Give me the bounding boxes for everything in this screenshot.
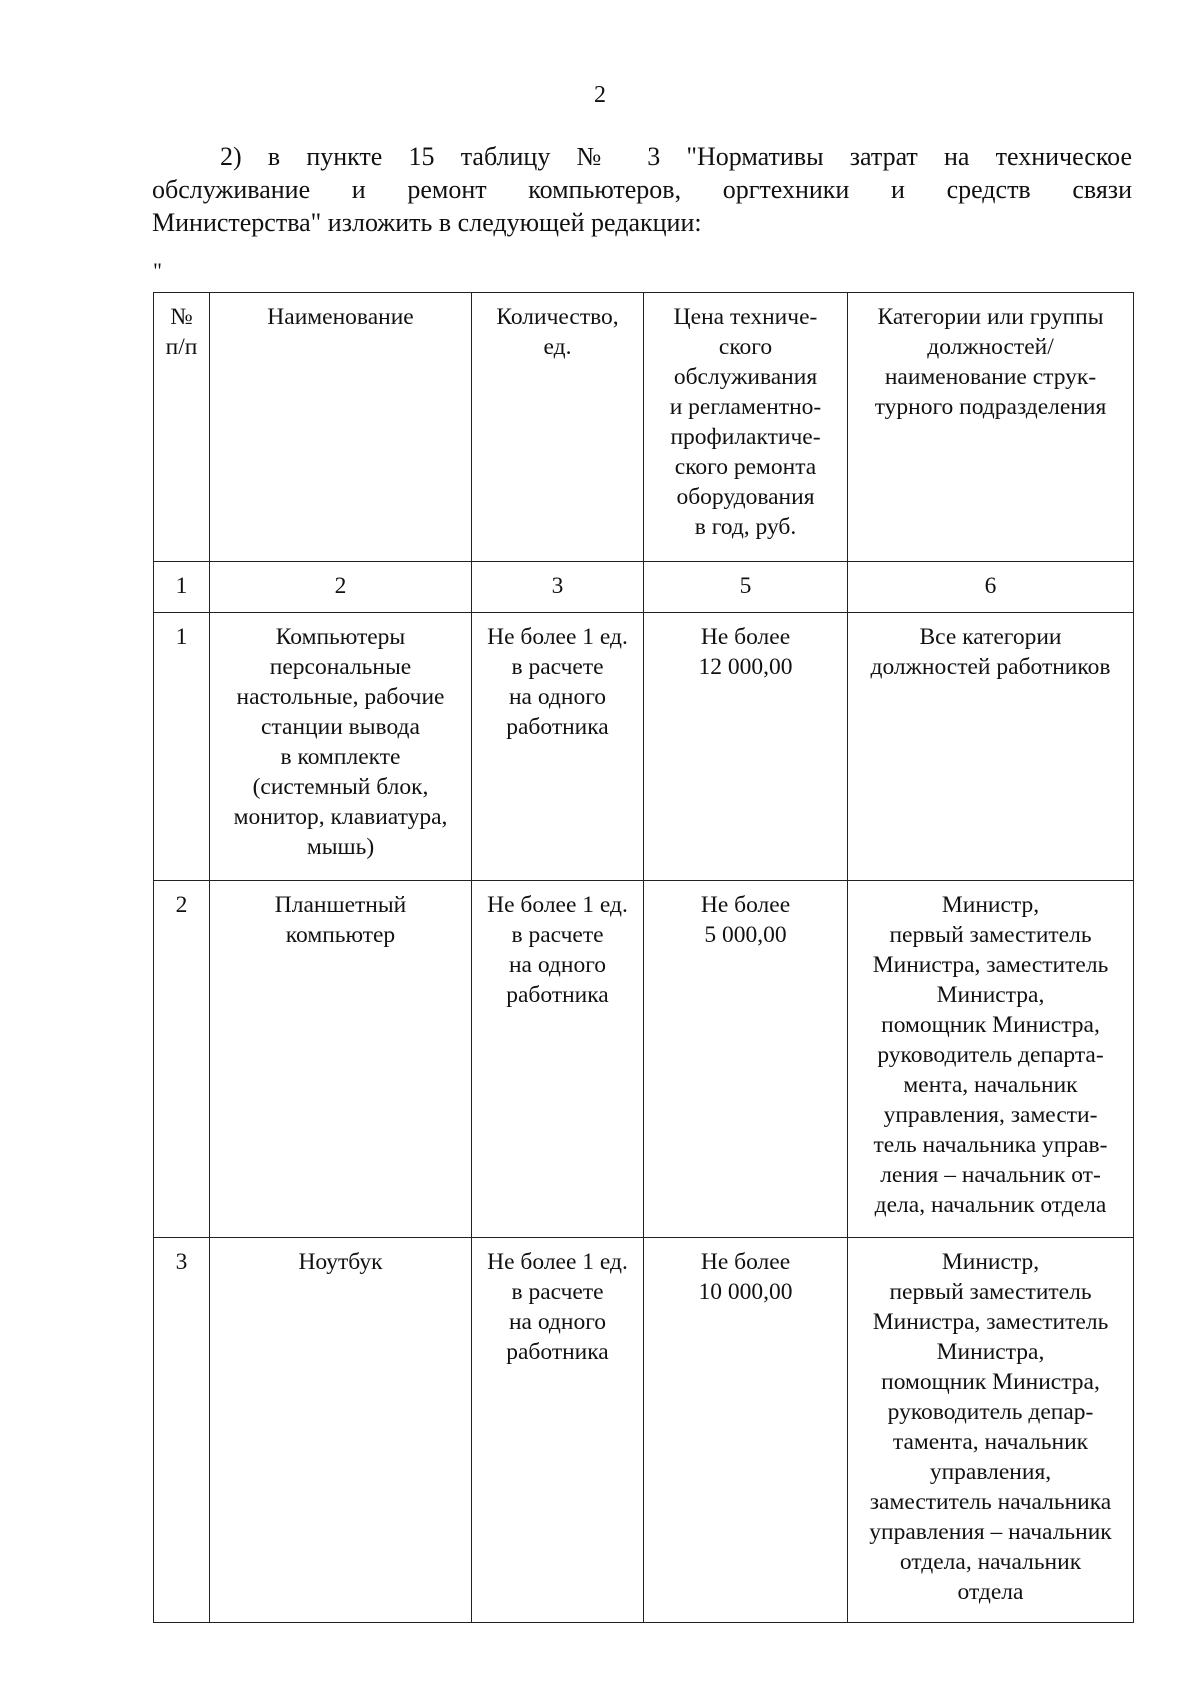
header-categories-line: Категории или группы xyxy=(877,304,1104,330)
table-row xyxy=(154,881,1134,1238)
price-cell xyxy=(644,1238,848,1623)
categories-cell-line: тель начальника управ- xyxy=(873,1132,1108,1158)
item-name-cell xyxy=(210,1238,472,1623)
price-cell-line: Не более xyxy=(700,624,791,650)
quantity-cell-line: работника xyxy=(506,1339,609,1365)
header-price-line: ского xyxy=(718,334,773,360)
price-cell-line: 5 000,00 xyxy=(704,922,787,948)
quantity-cell-line: Не более 1 ед. xyxy=(487,892,628,918)
column-number-cell: 6 xyxy=(848,562,1134,613)
quantity-cell-line: в расчете xyxy=(511,654,604,680)
intro-line-1: 2) в пункте 15 таблицу № 3 "Нормативы затрат на техническое xyxy=(220,142,1132,171)
header-name-line: Наименование xyxy=(267,304,414,330)
quantity-cell-line: Не более 1 ед. xyxy=(487,1249,628,1275)
column-number-cell: 2 xyxy=(210,562,472,613)
categories-cell-line: Министра, xyxy=(936,1339,1045,1365)
item-name-cell-line: компьютер xyxy=(285,922,396,948)
categories-cell-line: мента, начальник xyxy=(903,1072,1078,1098)
quantity-cell-line: на одного xyxy=(508,1309,607,1335)
header-price-line: в год, руб. xyxy=(694,514,797,540)
column-number-cell: 3 xyxy=(472,562,644,613)
item-name-cell-line: станции вывода xyxy=(261,714,420,740)
table-row xyxy=(154,613,1134,881)
quantity-cell xyxy=(472,613,644,881)
item-name-cell-line: в комплекте xyxy=(280,744,401,770)
price-cell xyxy=(644,881,848,1238)
categories-cell-line: заместитель начальника xyxy=(869,1489,1112,1515)
quantity-cell-line: на одного xyxy=(508,952,607,978)
opening-quote-mark: " xyxy=(153,258,162,283)
quantity-cell-line: Не более 1 ед. xyxy=(487,624,628,650)
categories-cell-line: управления, xyxy=(929,1459,1052,1485)
header-categories-line: турного подразделения xyxy=(874,394,1107,420)
intro-line-2: обслуживание и ремонт компьютеров, оргтехники и средств связи xyxy=(152,175,1132,204)
item-name-cell-line: настольные, рабочие xyxy=(236,684,445,710)
categories-cell-line: первый заместитель xyxy=(889,922,1092,948)
header-quantity xyxy=(472,293,644,562)
price-cell-line: 10 000,00 xyxy=(698,1279,793,1305)
header-price-line: профилактиче- xyxy=(670,424,821,450)
item-name-cell-line: персональные xyxy=(269,654,412,680)
categories-cell-line: Министра, xyxy=(936,982,1045,1008)
price-cell-line: Не более xyxy=(700,1249,791,1275)
categories-cell xyxy=(848,613,1134,881)
categories-cell-line: дела, начальник отдела xyxy=(874,1192,1107,1218)
item-name-cell-line: мышь) xyxy=(306,834,375,860)
price-cell xyxy=(644,613,848,881)
categories-cell-line: Министр, xyxy=(941,892,1040,918)
header-quantity-line: Количество, xyxy=(496,304,619,330)
row-number-cell: 2 xyxy=(154,881,210,1238)
column-number-cell: 1 xyxy=(154,562,210,613)
categories-cell-line: помощник Министра, xyxy=(881,1369,1100,1395)
item-name-cell xyxy=(210,613,472,881)
price-cell-line: Не более xyxy=(700,892,791,918)
categories-cell-line: Министра, заместитель xyxy=(872,952,1109,978)
item-name-cell-line: Ноутбук xyxy=(298,1249,383,1275)
categories-cell-line: руководитель депар- xyxy=(887,1399,1094,1425)
quantity-cell xyxy=(472,881,644,1238)
item-name-cell-line: Планшетный xyxy=(274,892,407,918)
categories-cell-line: тамента, начальник xyxy=(892,1429,1089,1455)
quantity-cell-line: работника xyxy=(506,714,609,740)
header-number-line: п/п xyxy=(165,334,198,360)
categories-cell-line: отдела, начальник xyxy=(899,1549,1082,1575)
row-number-cell: 1 xyxy=(154,613,210,881)
categories-cell-line: отдела xyxy=(957,1579,1024,1605)
categories-cell-line: первый заместитель xyxy=(889,1279,1092,1305)
categories-cell-line: ления – начальник от- xyxy=(880,1162,1101,1188)
header-price-line: оборудования xyxy=(676,484,815,510)
normative-costs-table xyxy=(153,292,1134,1623)
quantity-cell-line: в расчете xyxy=(511,1279,604,1305)
header-number-line: № xyxy=(170,304,193,330)
categories-cell xyxy=(848,1238,1134,1623)
quantity-cell-line: работника xyxy=(506,982,609,1008)
categories-cell-line: управления – начальник xyxy=(869,1519,1112,1545)
header-quantity-line: ед. xyxy=(543,334,572,360)
header-categories xyxy=(848,293,1134,562)
item-name-cell-line: Компьютеры xyxy=(275,624,406,650)
column-numbers-row xyxy=(154,562,1134,613)
intro-paragraph xyxy=(152,140,1132,239)
table-row xyxy=(154,1238,1134,1623)
header-price-line: ского ремонта xyxy=(674,454,817,480)
quantity-cell xyxy=(472,1238,644,1623)
categories-cell-line: Министра, заместитель xyxy=(872,1309,1109,1335)
categories-cell-line: должностей работников xyxy=(870,654,1111,680)
categories-cell-line: руководитель департа- xyxy=(877,1042,1104,1068)
header-price xyxy=(644,293,848,562)
categories-cell-line: помощник Министра, xyxy=(881,1012,1100,1038)
page-number: 2 xyxy=(594,82,606,108)
item-name-cell-line: (системный блок, xyxy=(252,774,429,800)
header-categories-line: должностей/ xyxy=(927,334,1054,360)
categories-cell-line: Все категории xyxy=(919,624,1062,650)
header-price-line: обслуживания xyxy=(673,364,818,390)
table-header-row xyxy=(154,293,1134,562)
categories-cell-line: управления, замести- xyxy=(883,1102,1098,1128)
header-number xyxy=(154,293,210,562)
price-cell-line: 12 000,00 xyxy=(698,654,793,680)
quantity-cell-line: в расчете xyxy=(511,922,604,948)
quantity-cell-line: на одного xyxy=(508,684,607,710)
categories-cell xyxy=(848,881,1134,1238)
header-categories-line: наименование струк- xyxy=(884,364,1097,390)
header-price-line: Цена техниче- xyxy=(673,304,818,330)
header-name xyxy=(210,293,472,562)
categories-cell-line: Министр, xyxy=(941,1249,1040,1275)
item-name-cell-line: монитор, клавиатура, xyxy=(233,804,448,830)
header-price-line: и регламентно- xyxy=(669,394,822,420)
item-name-cell xyxy=(210,881,472,1238)
column-number-cell: 5 xyxy=(644,562,848,613)
intro-line-3: Министерства" изложить в следующей редакции: xyxy=(152,208,702,237)
row-number-cell: 3 xyxy=(154,1238,210,1623)
